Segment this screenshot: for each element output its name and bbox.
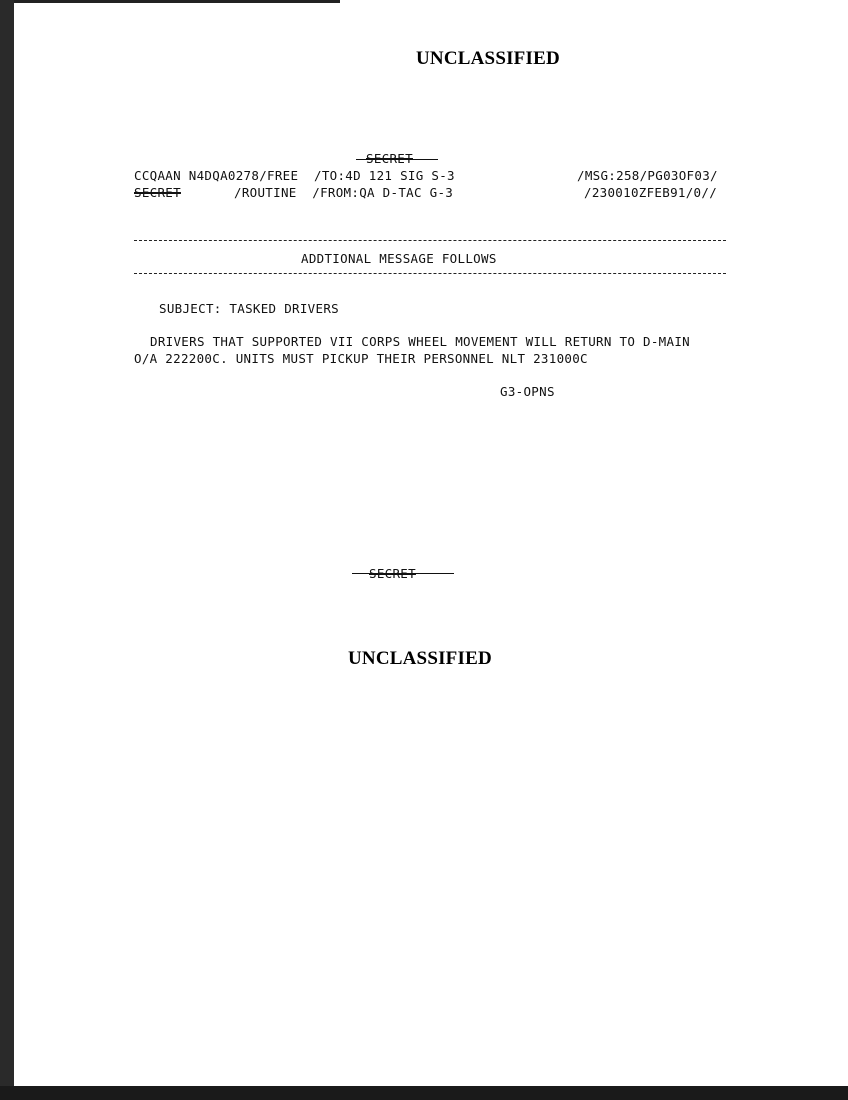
- divider-bottom: [134, 273, 726, 274]
- scan-edge-left: [0, 0, 14, 1100]
- secret-bottom-strikeout: [352, 573, 454, 574]
- header-line2-left: /ROUTINE /FROM:QA D-TAC G-3: [234, 185, 454, 200]
- header-secret-marking: SECRET: [134, 185, 181, 200]
- body-line-2: O/A 222200C. UNITS MUST PICKUP THEIR PERSONNEL NLT 231000C: [134, 351, 588, 366]
- scan-edge-bottom: [0, 1086, 848, 1100]
- classification-bottom: UNCLASSIFIED: [348, 648, 492, 669]
- secret-top-strikeout: [356, 159, 438, 160]
- body-line-1: DRIVERS THAT SUPPORTED VII CORPS WHEEL MOVEMENT WILL RETURN TO D-MAIN: [150, 334, 690, 349]
- secret-marking-bottom: SECRET: [369, 566, 416, 581]
- header-line1-left: CCQAAN N4DQA0278/FREE /TO:4D 121 SIG S-3: [134, 168, 455, 183]
- subject-line: SUBJECT: TASKED DRIVERS: [159, 301, 339, 316]
- banner-text: ADDTIONAL MESSAGE FOLLOWS: [301, 251, 497, 266]
- classification-top: UNCLASSIFIED: [416, 48, 560, 69]
- secret-marking-top: SECRET: [366, 151, 413, 166]
- header-line2-right: /230010ZFEB91/0//: [584, 185, 718, 200]
- scan-edge-top: [0, 0, 340, 3]
- signature-block: G3-OPNS: [500, 384, 555, 399]
- divider-top: [134, 240, 726, 241]
- header-line1-right: /MSG:258/PG03OF03/: [577, 168, 718, 183]
